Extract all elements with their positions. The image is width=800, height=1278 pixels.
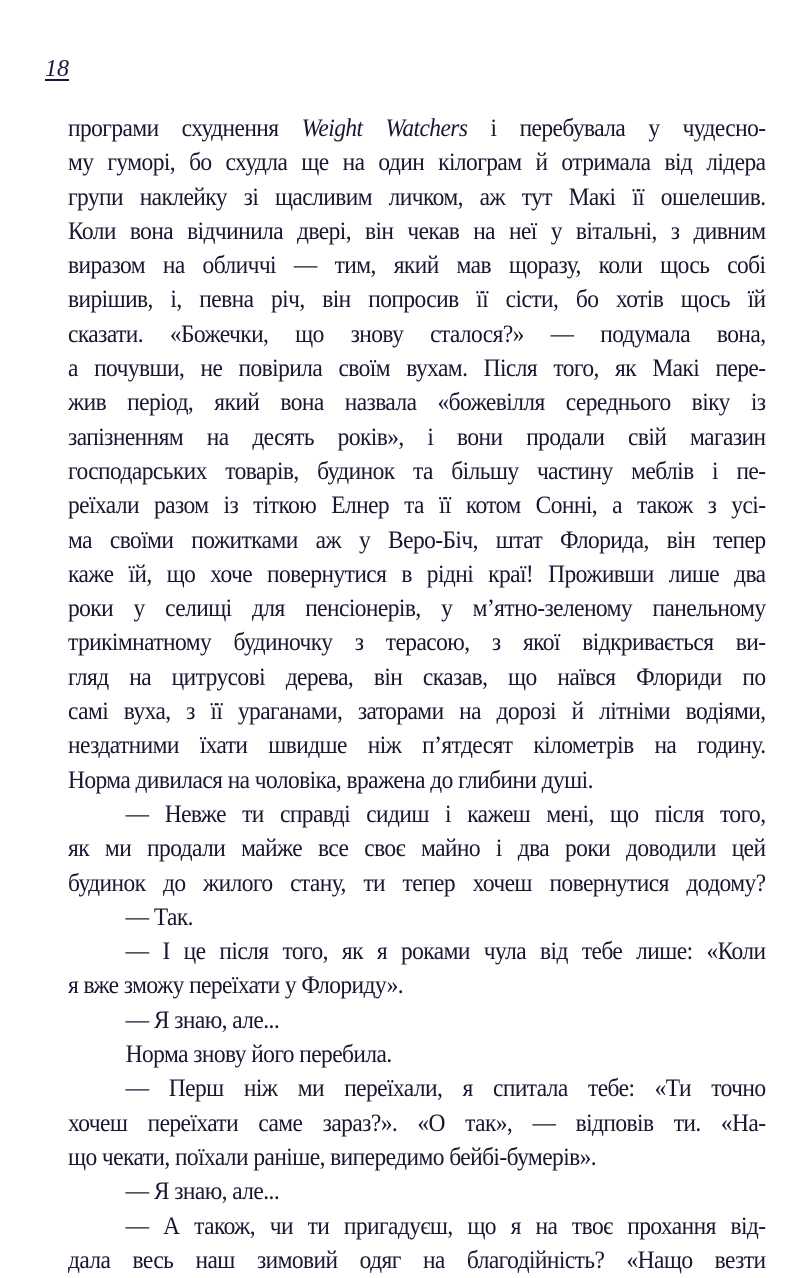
- dialogue-line: — Я знаю, але...: [125, 1006, 280, 1034]
- text-line: Коли вона відчинила двері, він чекав на неї у вітальні, з дивним: [68, 217, 766, 245]
- text-line: групи наклейку зі щасливим личком, аж тут Макі її ошелешив.: [68, 183, 766, 211]
- text-line: як ми продали майже все своє майно і два роки доводили цей: [68, 835, 766, 863]
- text-line: будинок до жилого стану, ти тепер хочеш повернутися додому?: [68, 869, 766, 897]
- text-line: жив період, який вона назвала «божевілля середнього віку із: [68, 389, 766, 417]
- text-run: програми схуднення: [68, 115, 302, 142]
- text-line: виразом на обличчі — тим, який мав щоразу, коли щось собі: [68, 252, 766, 280]
- dialogue-line: — Так.: [125, 903, 193, 931]
- text-line: дала весь наш зимовий одяг на благодійність? «Нащо везти: [68, 1246, 766, 1274]
- text-line: сказати. «Божечки, що знову сталося?» — подумала вона,: [68, 320, 766, 348]
- text-line: трикімнатному будиночку з терасою, з якої відкривається ви-: [68, 629, 766, 657]
- dialogue-line: — І це після того, як я роками чула від тебе лише: «Коли: [125, 938, 766, 966]
- page-number: 18: [45, 56, 69, 82]
- dialogue-line: — Невже ти справді сидиш і кажеш мені, що після того,: [125, 800, 766, 828]
- text-line: [68, 112, 766, 146]
- text-line: ма своїми пожитками аж у Веро-Біч, штат Флорида, він тепер: [68, 526, 766, 554]
- text-line: самі вуха, з її ураганами, заторами на дорозі й літніми водіями,: [68, 698, 766, 726]
- text-line: реїхали разом із тіткою Елнер та її котом Сонні, а також з усі-: [68, 492, 766, 520]
- dialogue-line: — Я знаю, але...: [125, 1178, 280, 1206]
- dialogue-line: — Перш ніж ми переїхали, я спитала тебе: «Ти точно: [125, 1075, 766, 1103]
- brand-name-italic: Weight Watchers: [301, 115, 468, 142]
- text-run: і перебувала у чудесно-: [467, 115, 766, 142]
- text-line: му гуморі, бо схудла ще на один кілограм й отримала від лідера: [68, 149, 766, 177]
- text-line: каже їй, що хоче повернутися в рідні краї! Проживши лише два: [68, 560, 766, 588]
- text-line: роки у селищі для пенсіонерів, у м’ятно-зеленому панельному: [68, 595, 766, 623]
- text-line: що чекати, поїхали раніше, випередимо бейбі-бумерів».: [68, 1143, 597, 1171]
- text-line: а почувши, не повірила своїм вухам. Після того, як Макі пере-: [68, 355, 766, 383]
- body-text: [68, 112, 766, 1278]
- text-line: нездатними їхати швидше ніж п’ятдесят кілометрів на годину.: [68, 732, 766, 760]
- text-line: запізненням на десять років», і вони продали свій магазин: [68, 423, 766, 451]
- text-line: я вже зможу переїхати у Флориду».: [68, 972, 404, 1000]
- narration-line: Норма знову його перебила.: [125, 1041, 392, 1069]
- text-line: вирішив, і, певна річ, він попросив її сісти, бо хотів щось їй: [68, 286, 766, 314]
- text-line: Норма дивилася на чоловіка, вражена до глибини душі.: [68, 766, 593, 794]
- text-line: гляд на цитрусові дерева, він сказав, що наївся Флориди по: [68, 663, 766, 691]
- paragraph-lines: [68, 112, 766, 1278]
- text-line: хочеш переїхати саме зараз?». «О так», — відповів ти. «На-: [68, 1109, 766, 1137]
- text-line: господарських товарів, будинок та більшу частину меблів і пе-: [68, 457, 766, 485]
- dialogue-line: — А також, чи ти пригадуєш, що я на твоє прохання від-: [125, 1212, 766, 1240]
